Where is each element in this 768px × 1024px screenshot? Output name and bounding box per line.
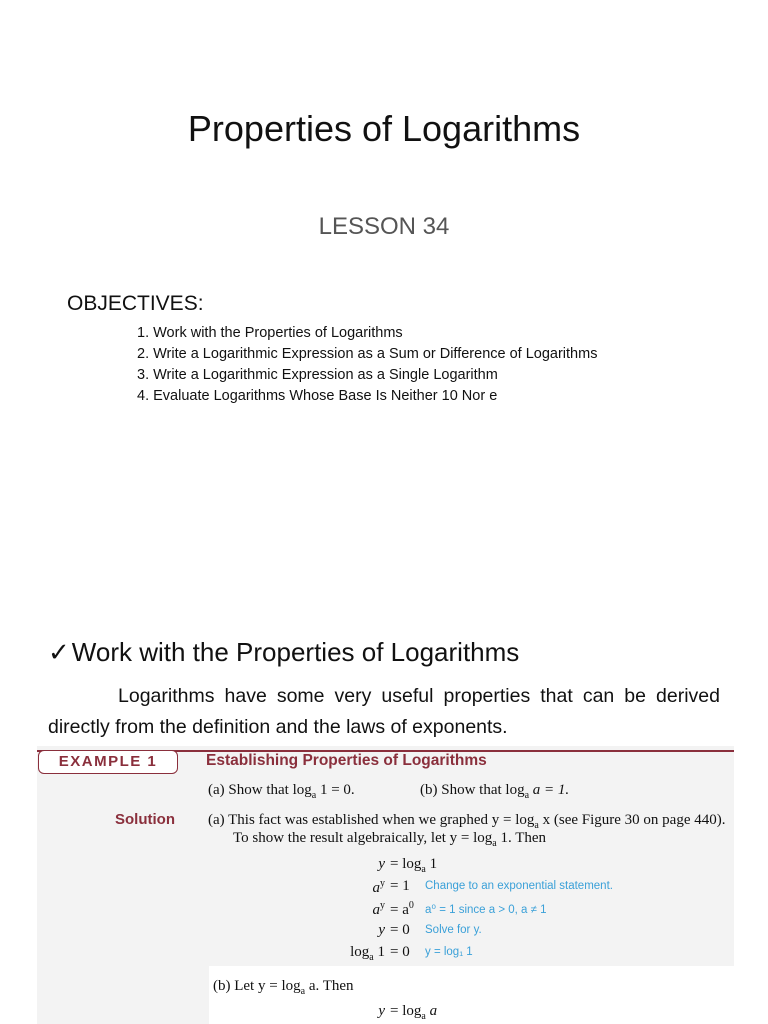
- step-right: = 1: [390, 878, 410, 894]
- page-title: Properties of Logarithms: [187, 108, 581, 149]
- step-note: a⁰ = 1 since a > 0, a ≠ 1: [425, 904, 547, 916]
- solution-b-line: (b) Let $y = \log_a a$. Then: [213, 978, 354, 997]
- objectives-heading: OBJECTIVES:: [67, 292, 204, 315]
- step-right: = $a^0$: [390, 900, 414, 918]
- step-left: $a^y$: [372, 900, 385, 918]
- intro-paragraph: [48, 681, 720, 743]
- solution-a-line-1: (a) This fact was established when we graphed $y = \log_a x$ (see Figure 30 on page 440).: [208, 812, 726, 831]
- example-title: Establishing Properties of Logarithms: [206, 752, 487, 769]
- example-part-b: (b) Show that $\log_a a = 1$.: [420, 782, 570, 801]
- section-heading-text: Work with the Properties of Logarithms: [71, 637, 520, 667]
- step-left: $a^y$: [372, 878, 385, 896]
- step-left: y: [378, 1003, 385, 1019]
- solution-label: Solution: [115, 811, 175, 828]
- section-heading: [48, 637, 519, 668]
- example-figure: [37, 746, 734, 1024]
- objectives-list: [137, 323, 597, 407]
- step-left: y: [378, 922, 385, 938]
- objective-item: 2. Write a Logarithmic Expression as a Sum or Difference of Logarithms: [137, 346, 598, 362]
- objective-item: 4. Evaluate Logarithms Whose Base Is Neither 10 Nor e: [137, 388, 498, 404]
- checkmark-icon: ✓: [48, 637, 70, 667]
- step-left: $\log_a 1$: [350, 944, 385, 963]
- step-left: y: [378, 856, 385, 872]
- step-note: Change to an exponential statement.: [425, 880, 613, 892]
- step-right: = 0: [390, 944, 410, 960]
- objective-item: 1. Work with the Properties of Logarithms: [137, 325, 403, 341]
- step-note: y = log₁ 1: [425, 946, 473, 958]
- step-note: Solve for y.: [425, 924, 482, 936]
- example-part-a: (a) Show that $\log_a 1 = 0$.: [208, 782, 355, 801]
- step-right: = 0: [390, 922, 410, 938]
- lesson-label: LESSON 34: [318, 213, 450, 240]
- solution-a-line-2: To show the result algebraically, let $y = \log_a 1$. Then: [233, 830, 547, 849]
- step-right: = $\log_a a$: [390, 1003, 438, 1022]
- intro-paragraph-text: Logarithms have some very useful properties that can be derived directly from the definition and the laws of exponents.: [48, 685, 720, 738]
- example-badge: EXAMPLE 1: [38, 750, 178, 774]
- step-right: = $\log_a 1$: [390, 856, 438, 875]
- objective-item: 3. Write a Logarithmic Expression as a Single Logarithm: [137, 367, 498, 383]
